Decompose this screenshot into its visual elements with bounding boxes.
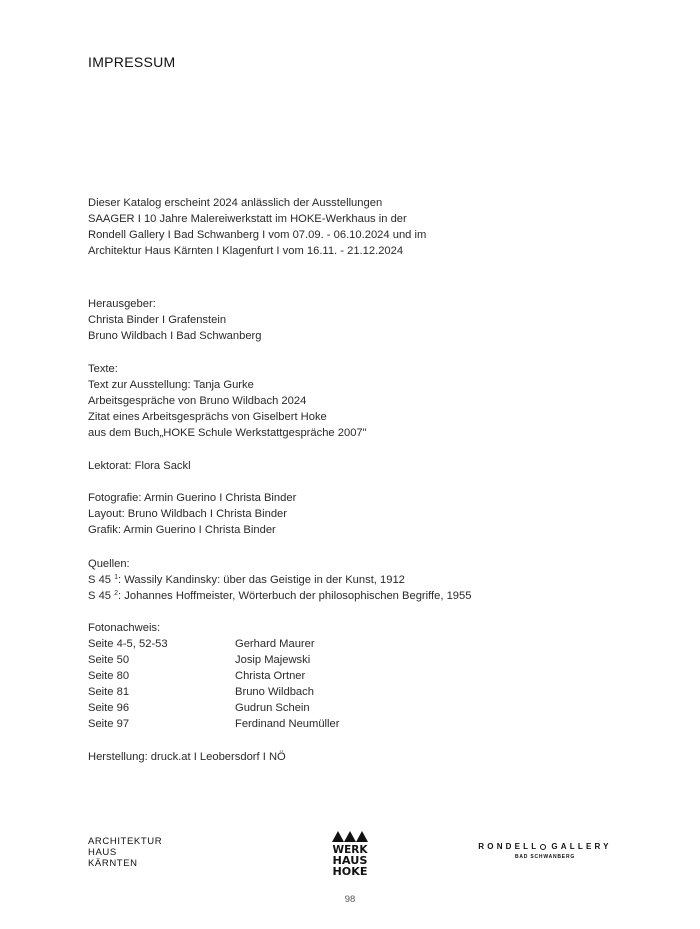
quellen-prefix: S 45 [88,590,115,602]
fotonachweis-page: Seite 80 [88,670,130,682]
fotonachweis-name: Bruno Wildbach [235,686,314,698]
quellen-text: : Johannes Hoffmeister, Wörterbuch der philosophischen Begriffe, 1955 [118,590,472,602]
werkhaus-hoke-logo-mark [332,829,368,877]
fotonachweis-name: Christa Ortner [235,670,306,682]
lektorat-line: Lektorat: Flora Sackl [88,460,191,472]
quellen-item [88,572,471,588]
quellen-item [88,588,471,604]
quellen-heading: Quellen: [88,558,130,570]
rondell-wordmark [470,842,620,851]
logo-text: HAUS [332,854,368,867]
page-title: IMPRESSUM [88,54,176,70]
footnote-marker: 1 [114,574,119,581]
intro-line: Architektur Haus Kärnten I Klagenfurt I vom 16.11. - 21.12.2024 [88,245,404,257]
fotonachweis-name: Gerhard Maurer [235,638,315,650]
intro-paragraph [88,195,426,259]
logo-text: RONDELL [478,842,540,851]
architektur-haus-kaernten-logo [88,836,162,869]
fotonachweis-name: Ferdinand Neumüller [235,718,340,730]
fotonachweis-section [88,620,339,732]
intro-line: SAAGER I 10 Jahre Malereiwerkstatt im HOKE-Werkhaus in der [88,213,407,225]
herausgeber-heading: Herausgeber: [88,298,156,310]
fotonachweis-row [88,700,339,716]
texte-line: Text zur Ausstellung: Tanja Gurke [88,379,254,391]
herausgeber-line: Christa Binder I Grafenstein [88,314,227,326]
werkhaus-hoke-logo [332,829,368,877]
herstellung-section [88,749,286,765]
intro-line: Dieser Katalog erscheint 2024 anlässlich der Ausstellungen [88,197,383,209]
fotonachweis-row [88,716,339,732]
fotonachweis-page: Seite 4-5, 52-53 [88,638,168,650]
credit-line: Fotografie: Armin Guerino I Christa Binder [88,492,297,504]
credits-section [88,490,296,538]
fotonachweis-name: Josip Majewski [235,654,311,666]
logo-text: HOKE [332,865,368,877]
logo-text: KÄRNTEN [88,858,138,869]
herausgeber-section [88,296,262,344]
texte-line: Arbeitsgespräche von Bruno Wildbach 2024 [88,395,307,407]
fotonachweis-row [88,636,339,652]
texte-heading: Texte: [88,363,118,375]
quellen-section [88,556,471,604]
herausgeber-line: Bruno Wildbach I Bad Schwanberg [88,330,262,342]
fotonachweis-name: Gudrun Schein [235,702,310,714]
fotonachweis-heading: Fotonachweis: [88,622,161,634]
quellen-prefix: S 45 [88,574,115,586]
credit-line: Grafik: Armin Guerino I Christa Binder [88,524,276,536]
fotonachweis-page: Seite 96 [88,702,130,714]
logo-text: GALLERY [551,842,612,851]
fotonachweis-page: Seite 81 [88,686,130,698]
logo-text: ARCHITEKTUR [88,836,163,847]
quellen-text: : Wassily Kandinsky: über das Geistige in der Kunst, 1912 [118,574,405,586]
logo-subtitle: BAD SCHWANBERG [514,854,576,860]
herstellung-line: Herstellung: druck.at I Leobersdorf I NÖ [88,751,286,763]
texte-section [88,361,367,441]
intro-line: Rondell Gallery I Bad Schwanberg I vom 07.09. - 06.10.2024 und im [88,229,427,241]
fotonachweis-row [88,668,339,684]
credit-line: Layout: Bruno Wildbach I Christa Binder [88,508,287,520]
fotonachweis-row [88,652,339,668]
logo-text: HAUS [88,847,117,858]
texte-line: Zitat eines Arbeitsgesprächs von Giselbert Hoke [88,411,327,423]
rondell-gallery-logo [470,842,620,860]
fotonachweis-page: Seite 97 [88,718,130,730]
lektorat-section [88,458,191,474]
footnote-marker: 2 [114,590,119,597]
fotonachweis-row [88,684,339,700]
fotonachweis-page: Seite 50 [88,654,130,666]
circle-icon [540,844,546,850]
texte-line: aus dem Buch„HOKE Schule Werkstattgespräche 2007" [88,427,367,439]
page-number: 98 [344,894,356,905]
logo-text: WERK [332,843,368,856]
